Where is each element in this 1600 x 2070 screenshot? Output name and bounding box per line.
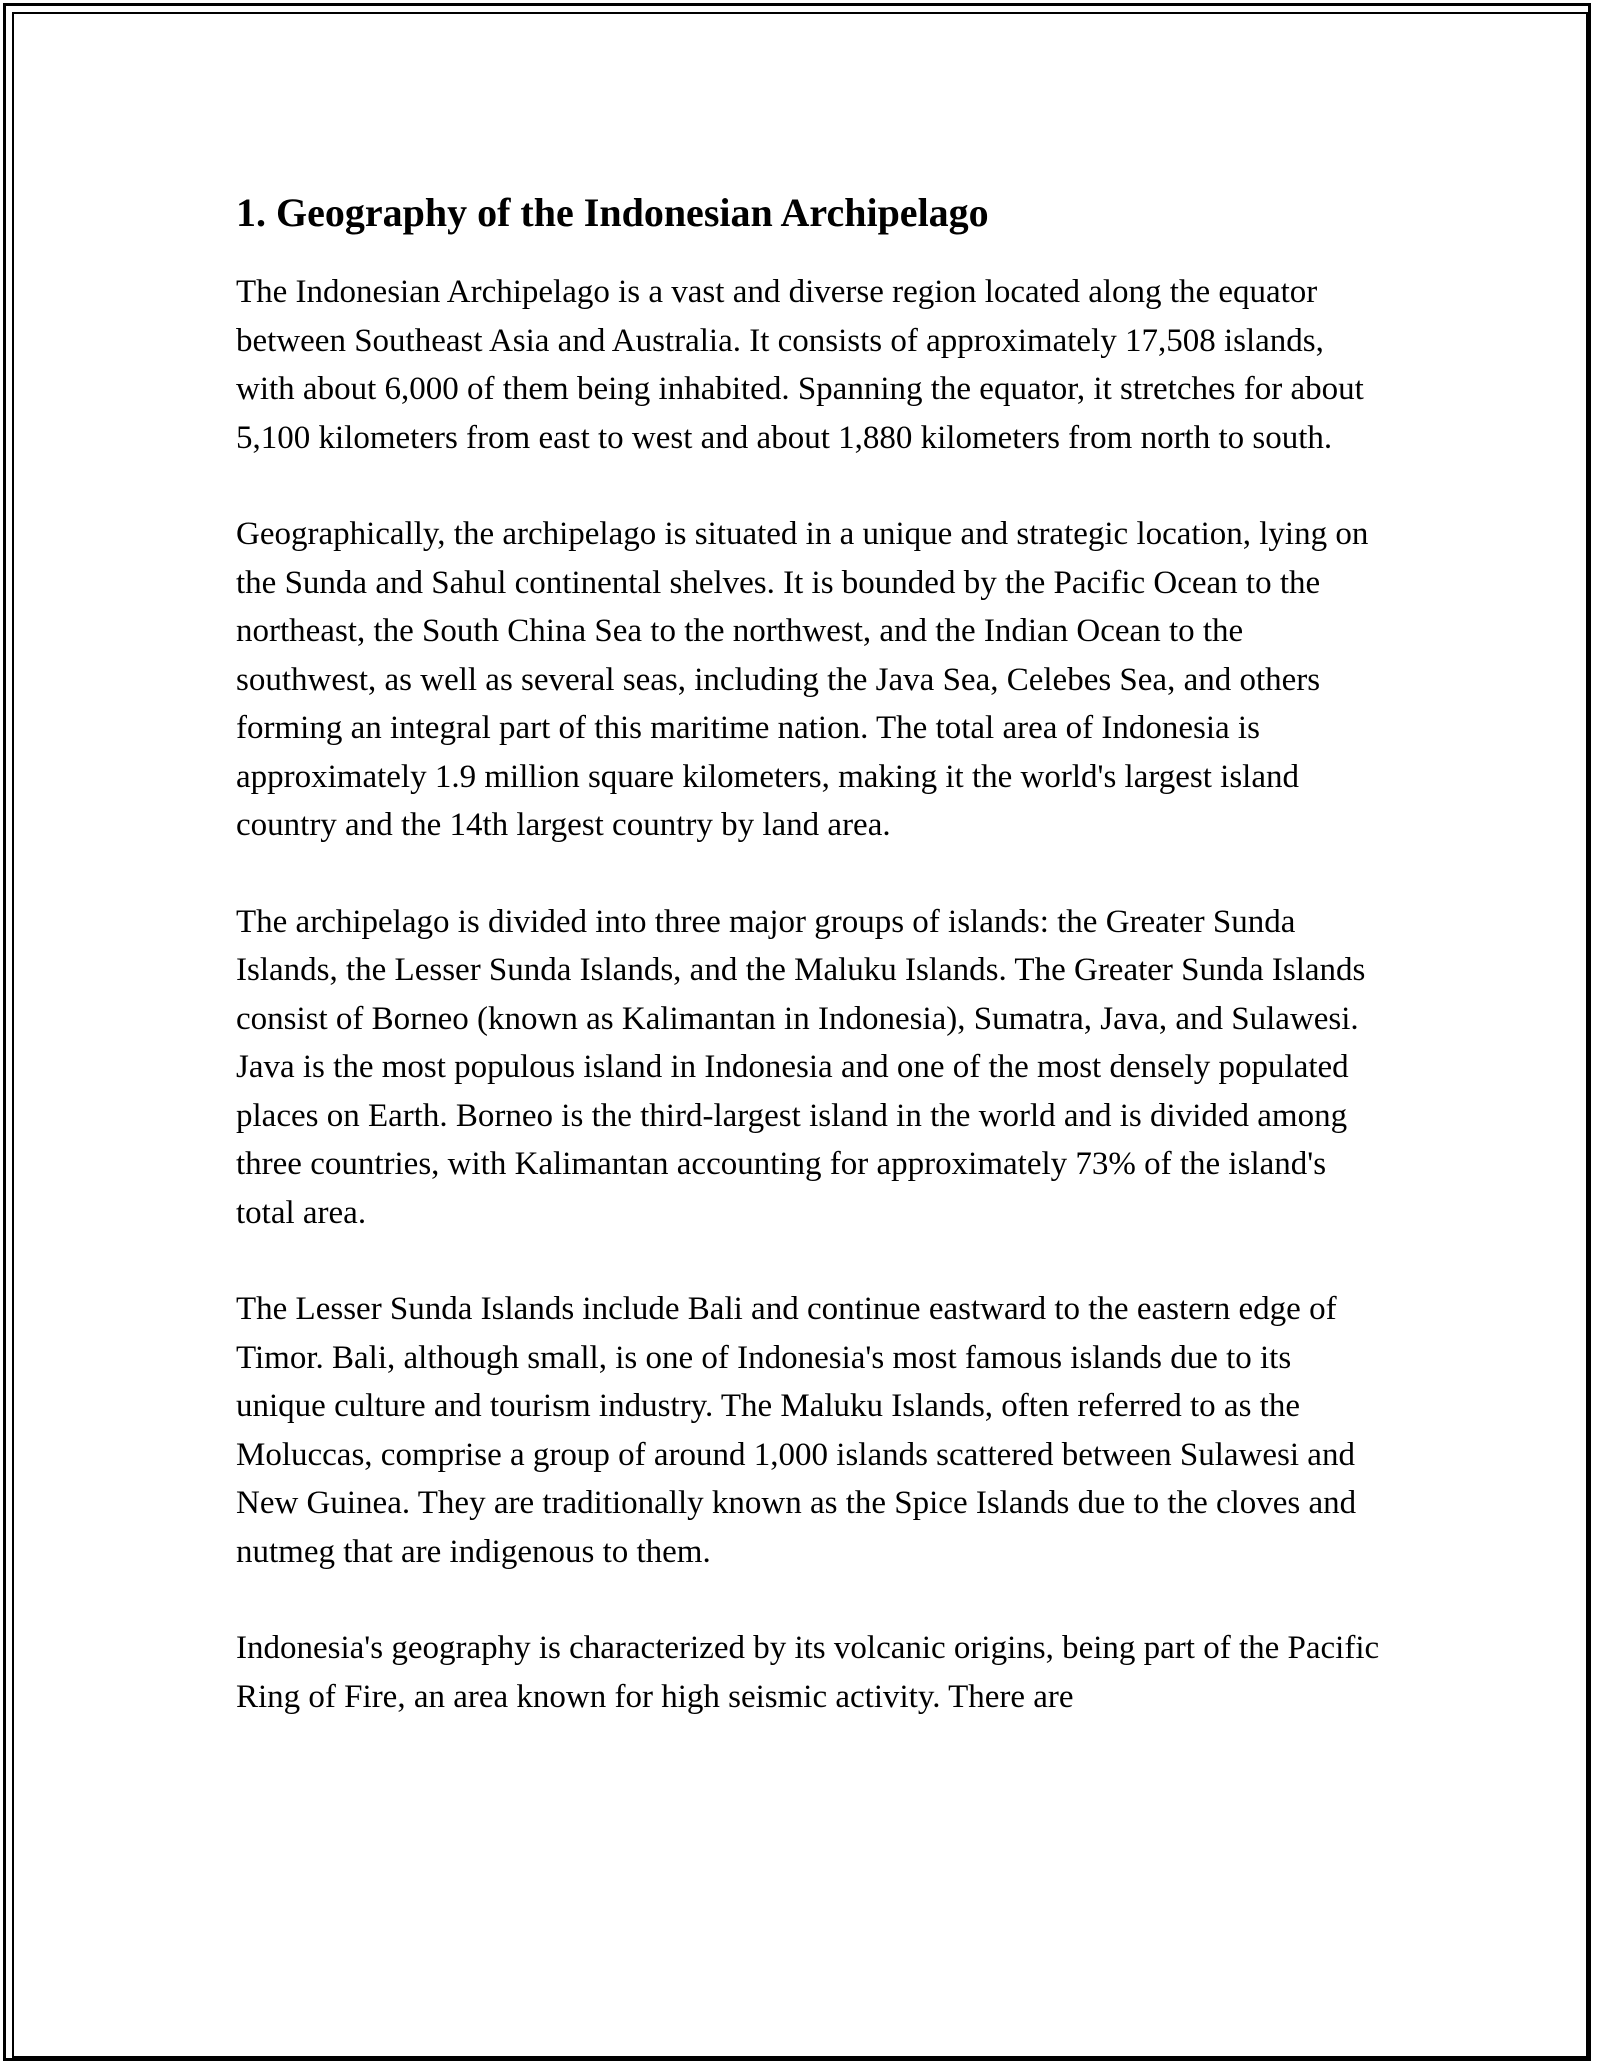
paragraph-3: The archipelago is divided into three major groups of islands: the Greater Sunda Islands, the Lesser Sunda Islands, and the Maluku Islands. The Greater Sunda Islands consist of Borneo (known as Kalimantan in Indonesia), Sumatra, Java, and Sulawesi. Java is the most populous island in Indonesia and one of the most densely populated places on Earth. Borneo is the third-largest island in the world and is divided among three countries, with Kalimantan accounting for approximately 73% of the island's total area. bbox=[236, 903, 1366, 1231]
paragraph-5: Indonesia's geography is characterized by its volcanic origins, being part of the Pacific Ring of Fire, an area known for high seismic activity. There are bbox=[236, 1630, 1380, 1715]
paragraph-2: Geographically, the archipelago is situated in a unique and strategic location, lying on the Sunda and Sahul continental shelves. It is bounded by the Pacific Ocean to the northeast, the South China Sea to the northwest, and the Indian Ocean to the southwest, as well as several seas, including the Java Sea, Celebes Sea, and others forming an integral part of this maritime nation. The total area of Indonesia is approximately 1.9 million square kilometers, making it the world's largest island country and the 14th largest country by land area. bbox=[236, 516, 1369, 843]
paragraph-1: The Indonesian Archipelago is a vast and diverse region located along the equator between Southeast Asia and Australia. It consists of approximately 17,508 islands, with about 6,000 of them being inhabited. Spanning the equator, it stretches for about 5,100 kilometers from east to west and about 1,880 kilometers from north to south. bbox=[236, 274, 1364, 456]
document-body bbox=[236, 184, 1386, 1769]
paragraph-4: The Lesser Sunda Islands include Bali and continue eastward to the eastern edge of Timor. Bali, although small, is one of Indonesia's most famous islands due to its unique culture and tourism industry. The Maluku Islands, often referred to as the Moluccas, comprise a group of around 1,000 islands scattered between Sulawesi and New Guinea. They are traditionally known as the Spice Islands due to the cloves and nutmeg that are indigenous to them. bbox=[236, 1291, 1357, 1570]
section-heading: 1. Geography of the Indonesian Archipelago bbox=[236, 190, 989, 235]
